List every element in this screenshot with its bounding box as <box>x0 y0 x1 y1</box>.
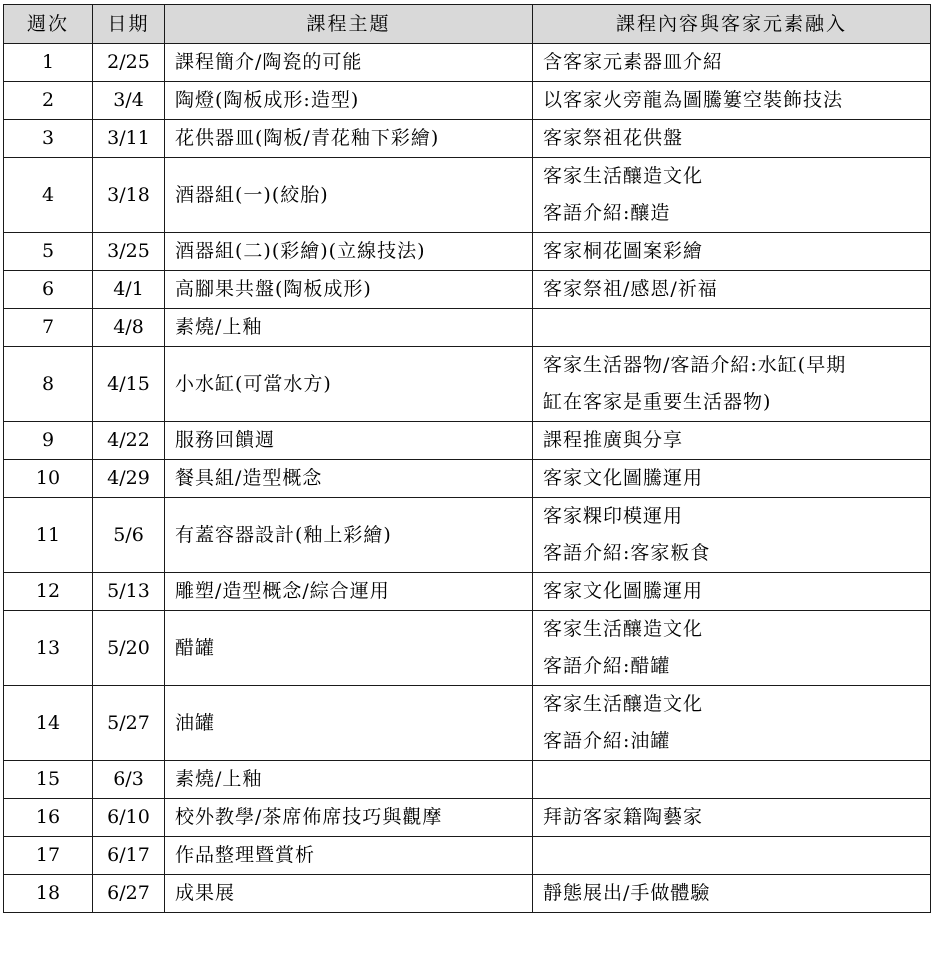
week-cell: 17 <box>4 837 93 875</box>
topic-cell: 油罐 <box>165 686 533 761</box>
date-cell: 6/10 <box>93 799 165 837</box>
content-line: 拜訪客家籍陶藝家 <box>543 806 704 828</box>
topic-cell: 素燒/上釉 <box>165 761 533 799</box>
date-cell: 3/11 <box>93 120 165 158</box>
topic-cell: 小水缸(可當水方) <box>165 347 533 422</box>
content-cell <box>533 44 931 82</box>
content-line: 客家生活器物/客語介紹:水缸(早期 <box>543 354 847 376</box>
date-cell: 3/18 <box>93 158 165 233</box>
content-cell <box>533 611 931 686</box>
content-cell <box>533 158 931 233</box>
week-cell: 16 <box>4 799 93 837</box>
topic-cell: 校外教學/茶席佈席技巧與觀摩 <box>165 799 533 837</box>
table-row <box>4 498 931 573</box>
topic-cell: 有蓋容器設計(釉上彩繪) <box>165 498 533 573</box>
content-line: 客語介紹:醋罐 <box>543 655 671 677</box>
topic-cell: 作品整理暨賞析 <box>165 837 533 875</box>
table-row <box>4 686 931 761</box>
table-row <box>4 837 931 875</box>
date-cell: 4/15 <box>93 347 165 422</box>
content-line: 客家生活釀造文化 <box>543 618 704 640</box>
header-date: 日期 <box>93 5 165 44</box>
content-cell <box>533 82 931 120</box>
content-cell <box>533 761 931 799</box>
table-row <box>4 309 931 347</box>
topic-cell: 餐具組/造型概念 <box>165 460 533 498</box>
content-line: 客語介紹:釀造 <box>543 202 671 224</box>
week-cell: 13 <box>4 611 93 686</box>
table-row <box>4 120 931 158</box>
table-header <box>4 5 931 44</box>
content-cell <box>533 347 931 422</box>
date-cell: 4/8 <box>93 309 165 347</box>
date-cell: 4/29 <box>93 460 165 498</box>
topic-cell: 花供器皿(陶板/青花釉下彩繪) <box>165 120 533 158</box>
week-cell: 11 <box>4 498 93 573</box>
week-cell: 10 <box>4 460 93 498</box>
date-cell: 5/13 <box>93 573 165 611</box>
table-row <box>4 573 931 611</box>
content-line: 客家文化圖騰運用 <box>543 467 704 489</box>
topic-cell: 酒器組(一)(絞胎) <box>165 158 533 233</box>
table-row <box>4 271 931 309</box>
schedule-document <box>3 4 931 913</box>
date-cell: 4/22 <box>93 422 165 460</box>
content-line: 客家粿印模運用 <box>543 505 684 527</box>
table-row <box>4 347 931 422</box>
table-row <box>4 82 931 120</box>
table-row <box>4 158 931 233</box>
week-cell: 3 <box>4 120 93 158</box>
week-cell: 2 <box>4 82 93 120</box>
content-cell <box>533 271 931 309</box>
week-cell: 6 <box>4 271 93 309</box>
date-cell: 6/27 <box>93 875 165 913</box>
week-cell: 7 <box>4 309 93 347</box>
course-schedule-table <box>3 4 931 913</box>
week-cell: 4 <box>4 158 93 233</box>
table-body <box>4 44 931 913</box>
table-row <box>4 875 931 913</box>
topic-cell: 陶燈(陶板成形:造型) <box>165 82 533 120</box>
table-row <box>4 460 931 498</box>
header-week: 週次 <box>4 5 93 44</box>
content-line: 含客家元素器皿介紹 <box>543 51 724 73</box>
week-cell: 14 <box>4 686 93 761</box>
header-content: 課程內容與客家元素融入 <box>533 5 931 44</box>
date-cell: 3/25 <box>93 233 165 271</box>
week-cell: 12 <box>4 573 93 611</box>
content-cell <box>533 309 931 347</box>
content-line: 客語介紹:客家粄食 <box>543 542 711 564</box>
table-row <box>4 611 931 686</box>
topic-cell: 成果展 <box>165 875 533 913</box>
content-line: 客家祭祖/感恩/祈福 <box>543 278 718 300</box>
content-cell <box>533 573 931 611</box>
content-cell <box>533 422 931 460</box>
content-cell <box>533 460 931 498</box>
date-cell: 6/17 <box>93 837 165 875</box>
date-cell: 6/3 <box>93 761 165 799</box>
table-row <box>4 422 931 460</box>
content-line: 客家桐花圖案彩繪 <box>543 240 704 262</box>
content-cell <box>533 233 931 271</box>
week-cell: 9 <box>4 422 93 460</box>
topic-cell: 酒器組(二)(彩繪)(立線技法) <box>165 233 533 271</box>
content-line: 客家生活釀造文化 <box>543 693 704 715</box>
topic-cell: 素燒/上釉 <box>165 309 533 347</box>
topic-cell: 雕塑/造型概念/綜合運用 <box>165 573 533 611</box>
date-cell: 3/4 <box>93 82 165 120</box>
content-cell <box>533 120 931 158</box>
content-line: 靜態展出/手做體驗 <box>543 882 711 904</box>
header-row <box>4 5 931 44</box>
topic-cell: 服務回饋週 <box>165 422 533 460</box>
content-line: 客家生活釀造文化 <box>543 165 704 187</box>
content-line: 客家祭祖花供盤 <box>543 127 684 149</box>
content-line: 以客家火旁龍為圖騰簍空裝飾技法 <box>543 89 844 111</box>
week-cell: 15 <box>4 761 93 799</box>
content-cell <box>533 875 931 913</box>
table-row <box>4 44 931 82</box>
content-cell <box>533 837 931 875</box>
date-cell: 2/25 <box>93 44 165 82</box>
content-cell <box>533 498 931 573</box>
table-row <box>4 799 931 837</box>
date-cell: 5/20 <box>93 611 165 686</box>
content-cell <box>533 686 931 761</box>
week-cell: 8 <box>4 347 93 422</box>
content-line: 課程推廣與分享 <box>543 429 684 451</box>
content-line: 缸在客家是重要生活器物) <box>543 391 772 413</box>
date-cell: 5/27 <box>93 686 165 761</box>
week-cell: 1 <box>4 44 93 82</box>
topic-cell: 高腳果共盤(陶板成形) <box>165 271 533 309</box>
table-row <box>4 233 931 271</box>
content-line: 客語介紹:油罐 <box>543 730 671 752</box>
topic-cell: 醋罐 <box>165 611 533 686</box>
date-cell: 5/6 <box>93 498 165 573</box>
topic-cell: 課程簡介/陶瓷的可能 <box>165 44 533 82</box>
week-cell: 5 <box>4 233 93 271</box>
table-row <box>4 761 931 799</box>
header-topic: 課程主題 <box>165 5 533 44</box>
content-cell <box>533 799 931 837</box>
content-line: 客家文化圖騰運用 <box>543 580 704 602</box>
week-cell: 18 <box>4 875 93 913</box>
date-cell: 4/1 <box>93 271 165 309</box>
